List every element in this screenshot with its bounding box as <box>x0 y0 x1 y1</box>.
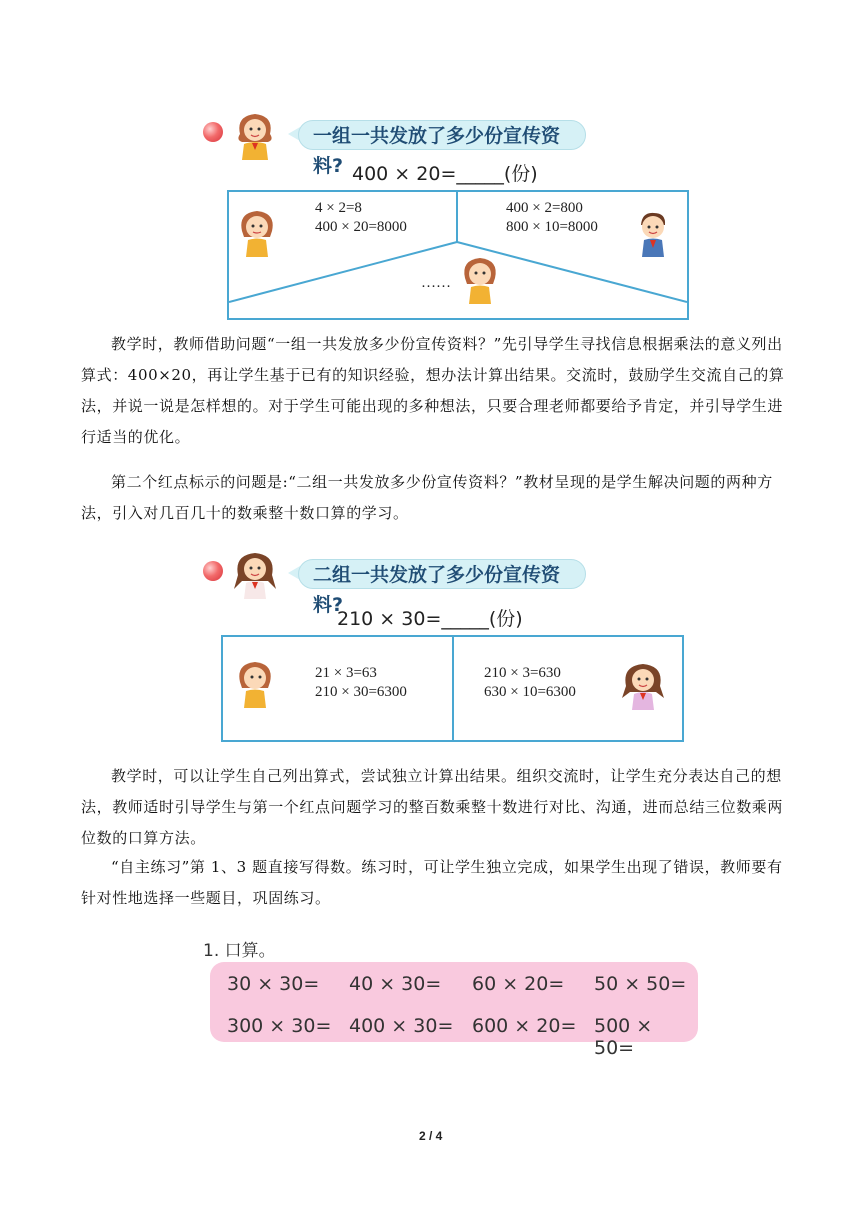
paragraph-practice: “自主练习”第 1、3 题直接写得数。练习时，可让学生独立完成，如果学生出现了错误，教师要有针对性地选择一些题目，巩固练习。 <box>81 858 783 907</box>
panel-divider <box>452 637 454 740</box>
problem: 50 × 50= <box>594 973 687 995</box>
right-method <box>484 664 576 702</box>
problem: 500 × 50= <box>594 1015 653 1059</box>
right-method <box>506 199 598 237</box>
paragraph-second-point: 第二个红点标示的问题是:“二组一共发放多少份宣传资料？”教材呈现的是学生解决问题的两种方法，引入对几百几十的数乘整十数口算的学习。 <box>81 473 773 522</box>
girl-ponytail-icon <box>457 254 503 304</box>
question-bubble: 一组一共发放了多少份宣传资料? <box>298 120 586 150</box>
paragraph-teaching-2: 教学时，可以让学生自己列出算式，尝试独立计算出结果。组织交流时，让学生充分表达自己的想法，教师适时引导学生与第一个红点问题学习的整百数乘整十数进行对比、沟通，进而总结三位数乘两位数的口算方法。 <box>81 767 784 847</box>
exercise-heading: 1. 口算。 <box>203 941 276 961</box>
oral-calculation-panel <box>210 962 698 1059</box>
question-bubble: 二组一共发放了多少份宣传资料? <box>298 559 586 589</box>
solution-panel <box>221 635 684 742</box>
girl-side-view-icon <box>232 658 278 708</box>
right-method-line: 630 × 10=6300 <box>484 684 576 700</box>
problem: 30 × 30= <box>227 973 320 995</box>
left-method <box>315 199 407 237</box>
equation-line: 210 × 30=_____(份) <box>337 608 523 630</box>
equation-line: 400 × 20=_____(份) <box>352 163 538 185</box>
ellipsis-text: …… <box>421 275 451 291</box>
left-method-line: 4 × 2=8 <box>315 200 362 216</box>
red-dot-marker <box>203 561 223 581</box>
left-method-line: 400 × 20=8000 <box>315 219 407 235</box>
girl-character-icon <box>232 110 278 160</box>
right-method-line: 210 × 3=630 <box>484 665 561 681</box>
problem: 600 × 20= <box>472 1015 577 1037</box>
right-method-line: 400 × 2=800 <box>506 200 583 216</box>
right-method-line: 800 × 10=8000 <box>506 219 598 235</box>
left-method-line: 210 × 30=6300 <box>315 684 407 700</box>
page-number: 2 / 4 <box>419 1129 443 1143</box>
girl-thinking-icon <box>234 207 280 257</box>
girl-character-icon <box>232 549 278 599</box>
problem: 40 × 30= <box>349 973 442 995</box>
problem: 400 × 30= <box>349 1015 454 1037</box>
problem: 300 × 30= <box>227 1015 332 1037</box>
problem: 60 × 20= <box>472 973 565 995</box>
girl-pigtails-icon <box>620 660 666 710</box>
boy-character-icon <box>630 207 676 257</box>
left-method <box>315 664 407 702</box>
red-dot-marker <box>203 122 223 142</box>
left-method-line: 21 × 3=63 <box>315 665 377 681</box>
paragraph-teaching-1: 教学时，教师借助问题“一组一共发放多少份宣传资料？”先引导学生寻找信息根据乘法的意义列出算式：400×20，再让学生基于已有的知识经验，想办法计算出结果。交流时，鼓励学生交流自己的算法，并说一说是怎样想的。对于学生可能出现的多种想法，只要合理老师都要给予肯定，并引导学生进行适当的优化。 <box>81 335 785 446</box>
